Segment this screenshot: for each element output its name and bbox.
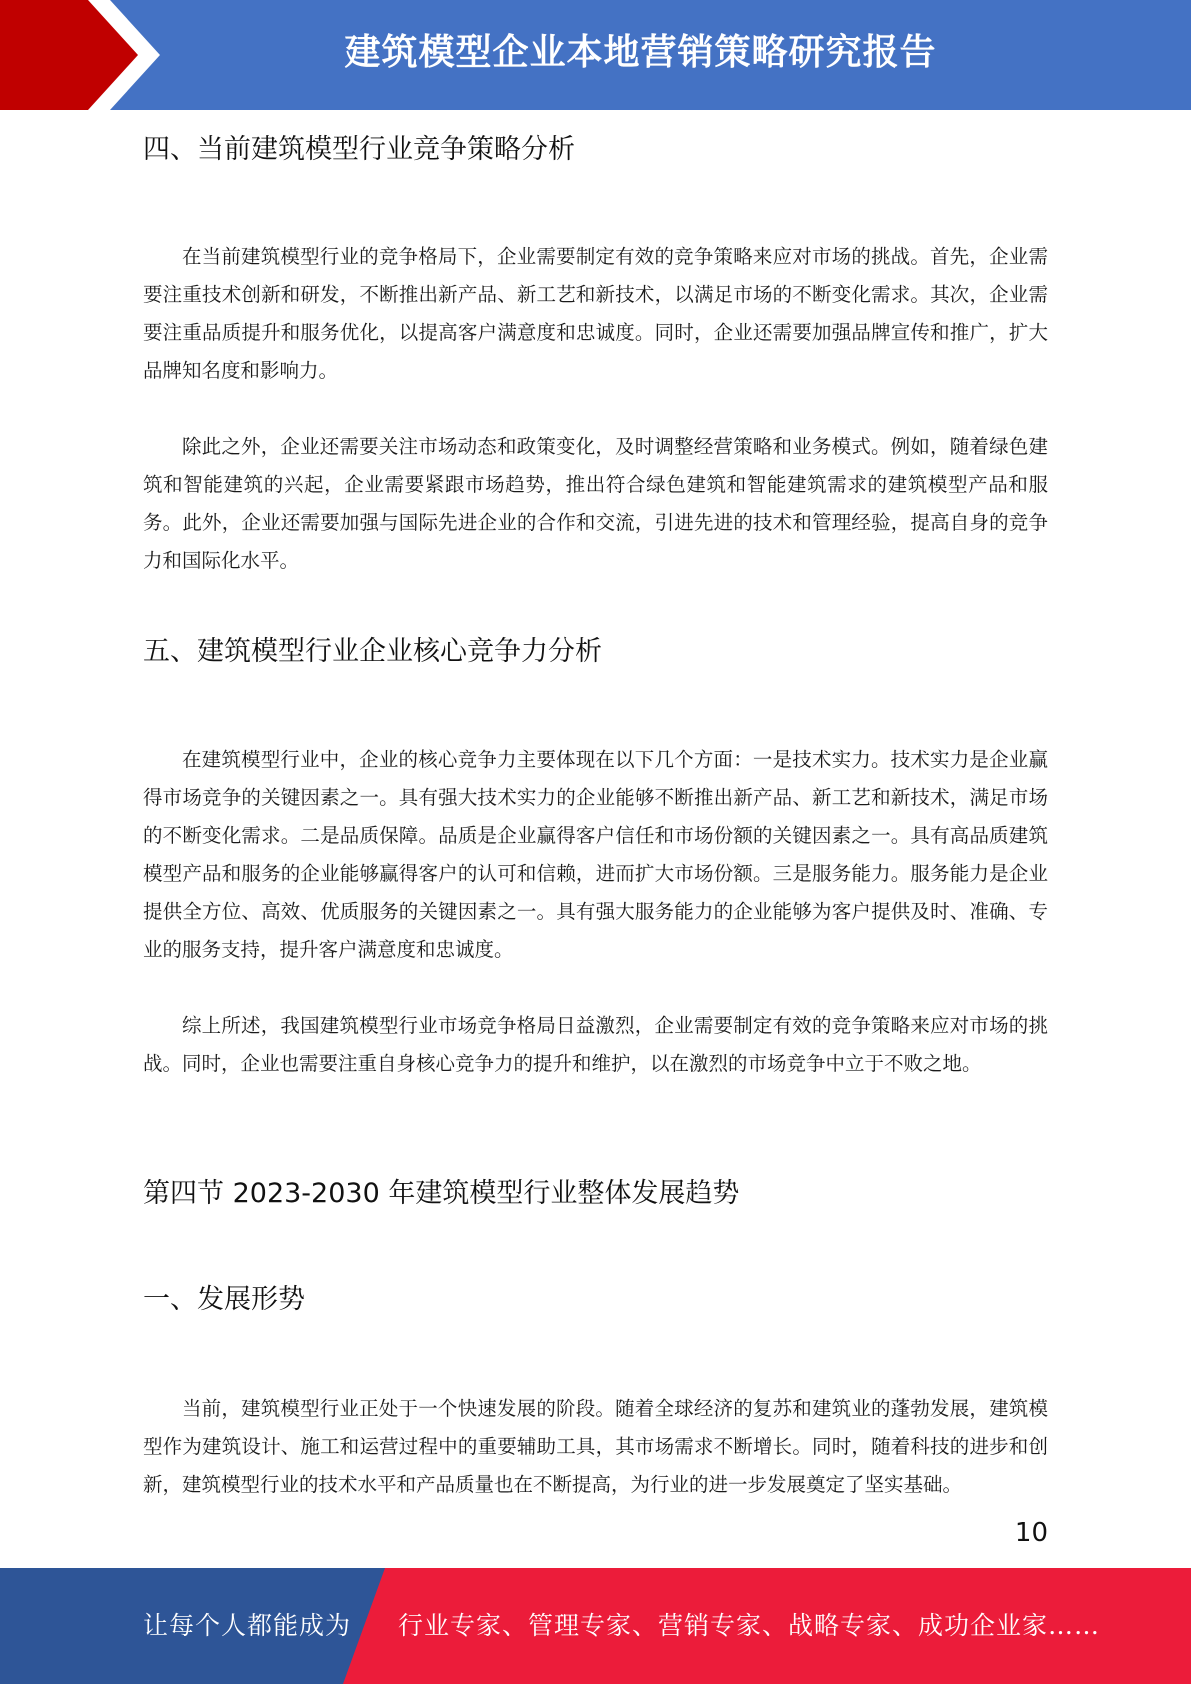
paragraph: 综上所述，我国建筑模型行业市场竞争格局日益激烈，企业需要制定有效的竞争策略来应对市场的挑战。同时，企业也需要注重自身核心竞争力的提升和维护，以在激烈的市场竞争中立于不败之地。	[143, 1014, 1048, 1075]
section-heading-core-competence: 五、建筑模型行业企业核心竞争力分析	[143, 636, 602, 667]
paragraph: 当前，建筑模型行业正处于一个快速发展的阶段。随着全球经济的复苏和建筑业的蓬勃发展，建筑模型作为建筑设计、施工和运营过程中的重要辅助工具，其市场需求不断增长。同时，随着科技的进步和创新，建筑模型行业的技术水平和产品质量也在不断提高，为行业的进一步发展奠定了坚实基础。	[143, 1397, 1048, 1496]
section-heading-competition-strategy: 四、当前建筑模型行业竞争策略分析	[143, 134, 575, 165]
footer-slogan-right: 行业专家、管理专家、营销专家、战略专家、成功企业家……	[398, 1611, 1101, 1640]
chevron-arrow-icon	[0, 0, 160, 110]
footer-slogan-left: 让每个人都能成为	[143, 1611, 352, 1640]
paragraph: 在当前建筑模型行业的竞争格局下，企业需要制定有效的竞争策略来应对市场的挑战。首先，企业需要注重技术创新和研发，不断推出新产品、新工艺和新技术，以满足市场的不断变化需求。其次，企业需要注重品质提升和服务优化，以提高客户满意度和忠诚度。同时，企业还需要加强品牌宣传和推广，扩大品牌知名度和影响力。	[143, 245, 1048, 382]
section-heading-development-situation: 一、发展形势	[143, 1284, 305, 1315]
chapter-heading-section-four: 第四节 2023-2030 年建筑模型行业整体发展趋势	[143, 1178, 740, 1209]
report-title: 建筑模型企业本地营销策略研究报告	[344, 32, 937, 73]
footer-banner	[0, 1568, 1191, 1684]
paragraph: 在建筑模型行业中，企业的核心竞争力主要体现在以下几个方面：一是技术实力。技术实力是企业赢得市场竞争的关键因素之一。具有强大技术实力的企业能够不断推出新产品、新工艺和新技术，满足市场的不断变化需求。二是品质保障。品质是企业赢得客户信任和市场份额的关键因素之一。具有高品质建筑模型产品和服务的企业能够赢得客户的认可和信赖，进而扩大市场份额。三是服务能力。服务能力是企业提供全方位、高效、优质服务的关键因素之一。具有强大服务能力的企业能够为客户提供及时、准确、专业的服务支持，提升客户满意度和忠诚度。	[143, 748, 1048, 961]
page-content	[143, 110, 1048, 1504]
page-number: 10	[1014, 1518, 1048, 1548]
header-banner	[0, 0, 1191, 110]
paragraph: 除此之外，企业还需要关注市场动态和政策变化，及时调整经营策略和业务模式。例如，随着绿色建筑和智能建筑的兴起，企业需要紧跟市场趋势，推出符合绿色建筑和智能建筑需求的建筑模型产品和服务。此外，企业还需要加强与国际先进企业的合作和交流，引进先进的技术和管理经验，提高自身的竞争力和国际化水平。	[143, 435, 1048, 572]
